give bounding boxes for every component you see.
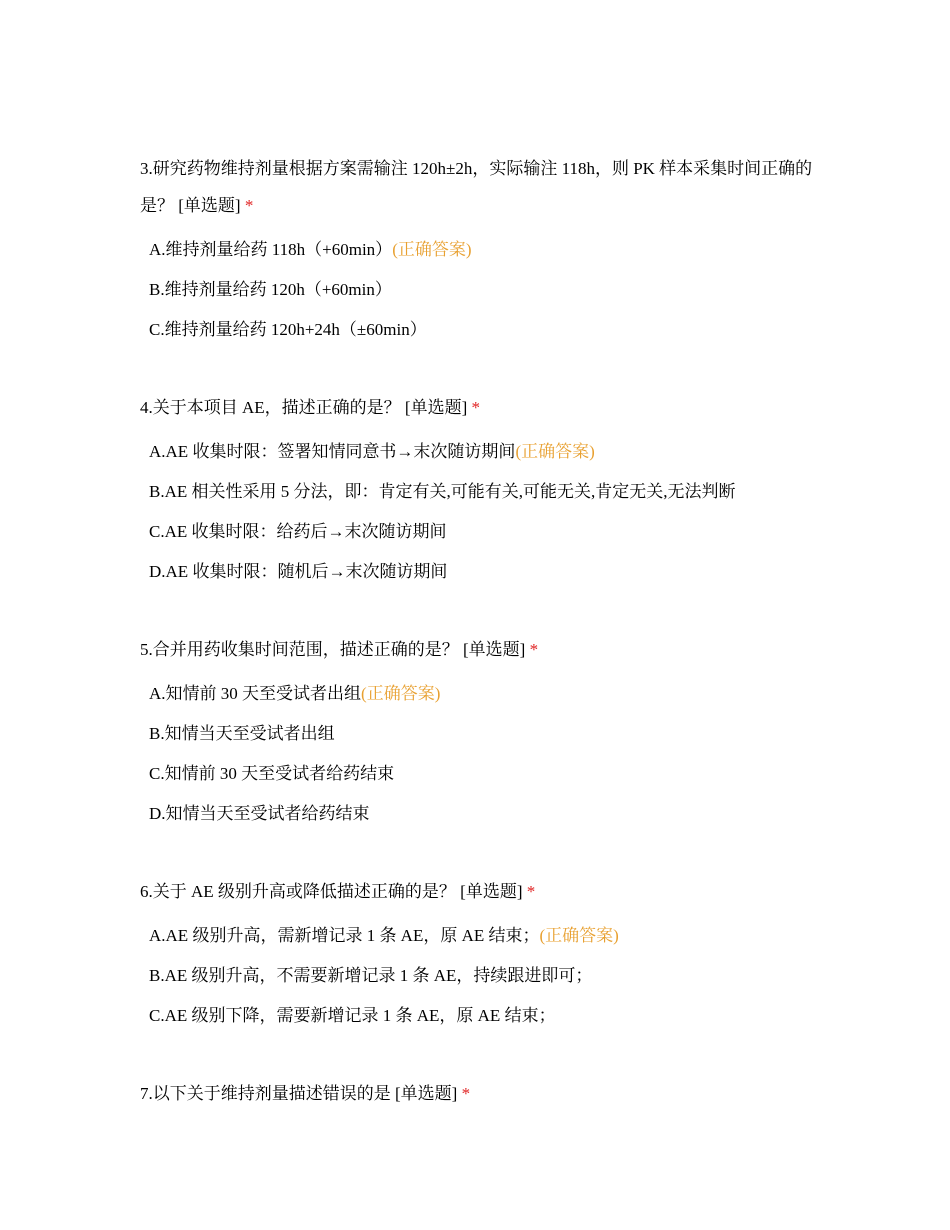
question-7 bbox=[140, 1075, 820, 1112]
question-5 bbox=[140, 631, 820, 834]
question-3 bbox=[140, 150, 820, 350]
option-c[interactable]: C.AE 收集时限：给药后→末次随访期间 bbox=[149, 522, 447, 541]
correct-answer-tag: (正确答案) bbox=[361, 684, 441, 703]
correct-answer-tag: (正确答案) bbox=[539, 926, 619, 945]
option-b[interactable]: B.AE 级别升高，不需要新增记录 1 条 AE，持续跟进即可； bbox=[149, 966, 593, 985]
option-b[interactable]: B.维持剂量给药 120h（+60min） bbox=[149, 280, 392, 299]
question-title: 6.关于 AE 级别升高或降低描述正确的是？ [单选题] * bbox=[140, 882, 536, 901]
correct-answer-tag: (正确答案) bbox=[515, 442, 595, 461]
required-star: * bbox=[471, 398, 480, 417]
option-list bbox=[149, 230, 820, 350]
question-6 bbox=[140, 873, 820, 1036]
option-list bbox=[149, 916, 820, 1036]
option-a[interactable]: A.AE 级别升高，需新增记录 1 条 AE，原 AE 结束；(正确答案) bbox=[149, 926, 619, 945]
question-title: 7.以下关于维持剂量描述错误的是 [单选题] * bbox=[140, 1084, 471, 1103]
question-4 bbox=[140, 389, 820, 592]
required-star: * bbox=[461, 1084, 471, 1103]
question-title: 5.合并用药收集时间范围，描述正确的是？ [单选题] * bbox=[140, 640, 539, 659]
option-a[interactable]: A.维持剂量给药 118h（+60min）(正确答案) bbox=[149, 240, 472, 259]
option-c[interactable]: C.维持剂量给药 120h+24h（±60min） bbox=[149, 320, 427, 339]
option-a[interactable]: A.AE 收集时限：签署知情同意书→末次随访期间(正确答案) bbox=[149, 442, 595, 461]
option-d[interactable]: D.AE 收集时限：随机后→末次随访期间 bbox=[149, 562, 448, 581]
option-b[interactable]: B.AE 相关性采用 5 分法，即：肯定有关,可能有关,可能无关,肯定无关,无法判断 bbox=[149, 482, 736, 501]
option-list bbox=[149, 674, 820, 834]
required-star: * bbox=[529, 640, 539, 659]
option-d[interactable]: D.知情当天至受试者给药结束 bbox=[149, 804, 370, 823]
correct-answer-tag: (正确答案) bbox=[392, 240, 472, 259]
option-list bbox=[149, 432, 820, 592]
question-title: 4.关于本项目 AE，描述正确的是？ [单选题] * bbox=[140, 398, 480, 417]
option-a[interactable]: A.知情前 30 天至受试者出组(正确答案) bbox=[149, 684, 441, 703]
required-star: * bbox=[244, 196, 254, 215]
option-c[interactable]: C.知情前 30 天至受试者给药结束 bbox=[149, 764, 395, 783]
option-b[interactable]: B.知情当天至受试者出组 bbox=[149, 724, 335, 743]
question-title: 3.研究药物维持剂量根据方案需输注 120h±2h，实际输注 118h，则 PK 样本采集时间正确的是？ [单选题] * bbox=[140, 159, 813, 215]
required-star: * bbox=[526, 882, 536, 901]
option-c[interactable]: C.AE 级别下降，需要新增记录 1 条 AE，原 AE 结束； bbox=[149, 1006, 556, 1025]
